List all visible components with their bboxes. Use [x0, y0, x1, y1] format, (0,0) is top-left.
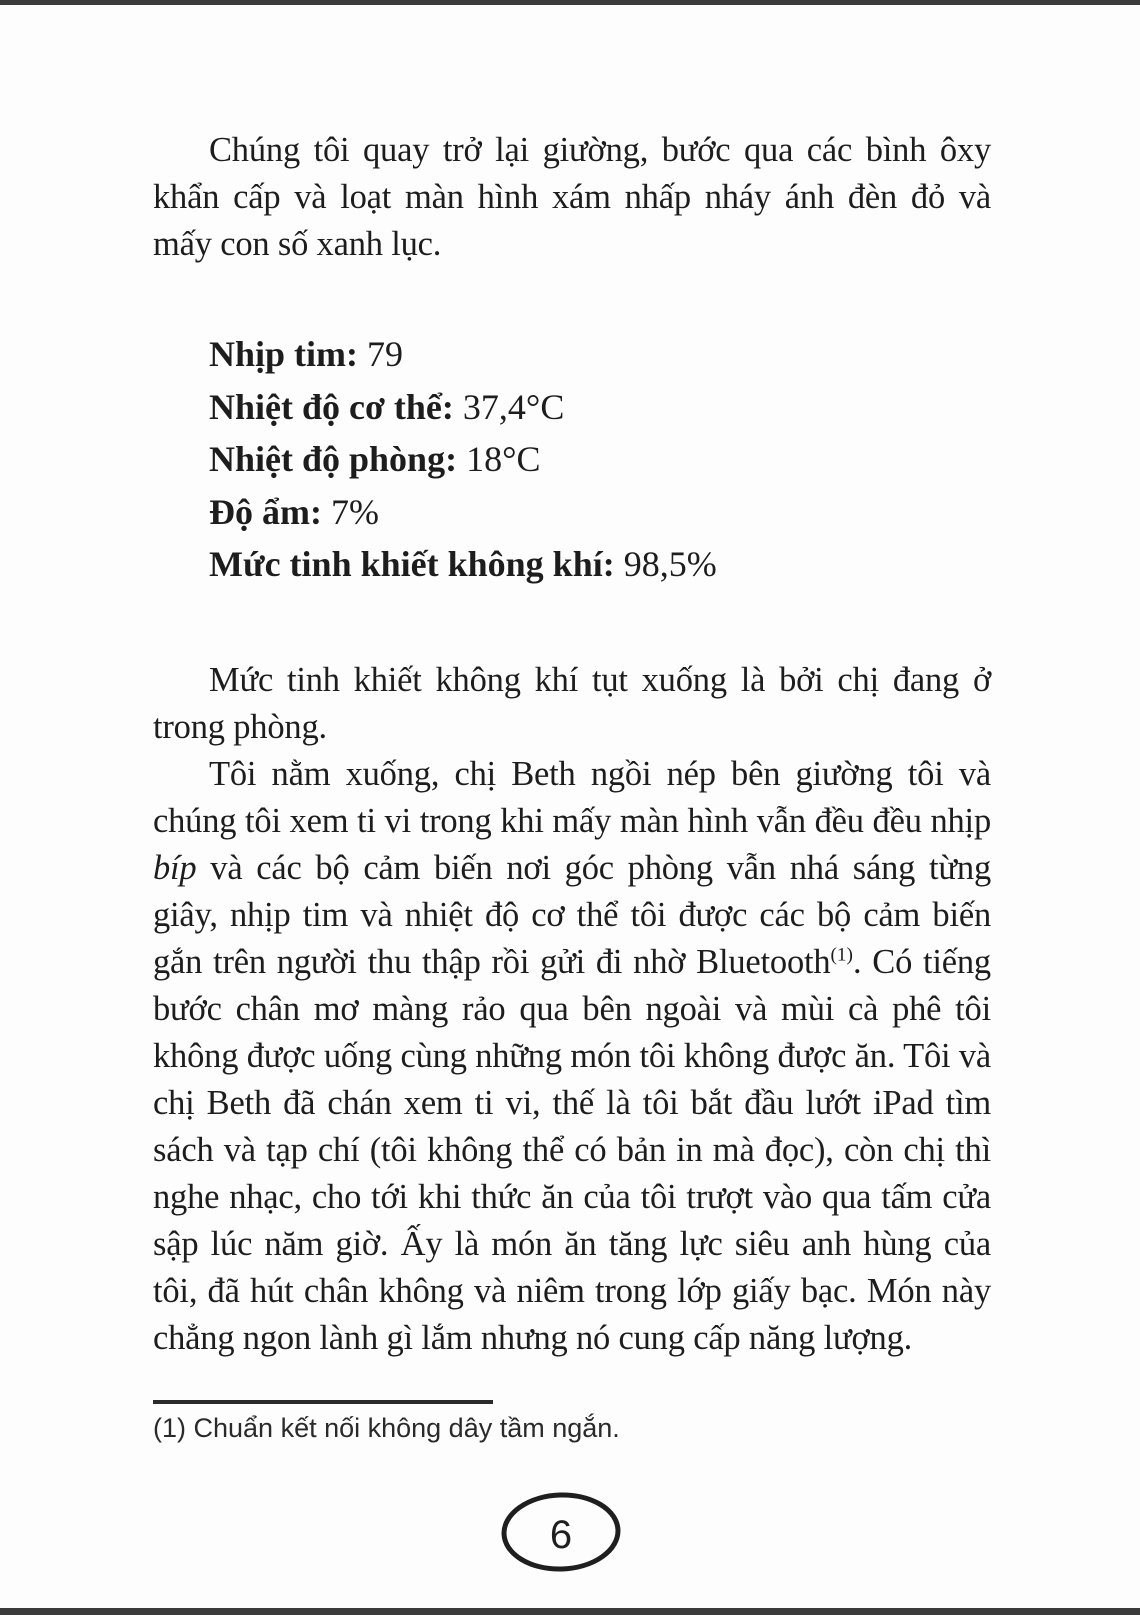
- footnote-reference: (1): [830, 944, 853, 965]
- stat-row-body-temp: [209, 381, 991, 434]
- stat-label: Nhiệt độ cơ thể: [209, 386, 442, 427]
- page-number: 6: [549, 1513, 573, 1557]
- footnote-rule: [153, 1400, 493, 1404]
- page-content: [153, 0, 991, 1362]
- page-number-badge: [490, 1488, 632, 1578]
- italic-word-bip: bíp: [153, 848, 197, 887]
- paragraph-3: [153, 751, 991, 1362]
- scan-edge-bottom: [0, 1608, 1140, 1615]
- stat-value: 79: [367, 334, 404, 374]
- paragraph-1: Chúng tôi quay trở lại giường, bước qua các bình ôxy khẩn cấp và loạt màn hình xám nhấp nháy ánh đèn đỏ và mấy con số xanh lục.: [153, 131, 991, 263]
- stat-row-heart-rate: [209, 328, 991, 381]
- vital-stats-list: [209, 328, 991, 591]
- stat-separator: :: [602, 544, 624, 584]
- stat-row-air-purity: [209, 538, 991, 591]
- paragraph-3-text: và các bộ cảm biến nơi góc phòng vẫn nhá sáng từng giây, nhịp tim và nhiệt độ cơ thể tôi được các bộ cảm biến gắn trên người thu thập rồi gửi đi nhờ Bluetooth: [153, 848, 991, 981]
- stat-label: Mức tinh khiết không khí: [209, 544, 603, 584]
- footnote-text: (1) Chuẩn kết nối không dây tầm ngắn.: [153, 1413, 620, 1443]
- stat-label: Nhịp tim: [209, 334, 347, 374]
- paragraph-3-text: . Có tiếng bước chân mơ màng rảo qua bên ngoài và mùi cà phê tôi không được uống cùng những món tôi không được ăn. Tôi và chị Beth đã chán xem ti vi, thế là tôi bắt đầu lướt iPad tìm sách và tạp chí (tôi không thể có bản in mà đọc), còn chị thì nghe nhạc, cho tới khi thức ăn của tôi trượt vào qua tấm cửa sập lúc năm giờ. Ấy là món ăn tăng lực siêu anh hùng của tôi, đã hút chân không và niêm trong lớp giấy bạc. Món này chẳng ngon lành gì lắm nhưng nó cung cấp năng lượng.: [153, 942, 991, 1357]
- stat-separator: :: [441, 386, 463, 427]
- stat-value: 7%: [331, 491, 379, 532]
- footnote: [153, 1400, 993, 1444]
- stat-value: 37,4°C: [462, 386, 565, 427]
- stat-row-room-temp: [209, 433, 991, 486]
- stat-separator: :: [346, 334, 368, 374]
- stat-row-humidity: [209, 486, 991, 539]
- paragraph-2: Mức tinh khiết không khí tụt xuống là bởi chị đang ở trong phòng.: [153, 660, 991, 746]
- stat-value: 18°C: [466, 439, 541, 479]
- stat-value: 98,5%: [623, 544, 717, 584]
- stat-separator: :: [445, 439, 467, 479]
- stat-separator: :: [310, 491, 331, 532]
- stat-label: Độ ẩm: [209, 491, 310, 532]
- stat-label: Nhiệt độ phòng: [209, 439, 446, 479]
- paragraph-3-text: Tôi nằm xuống, chị Beth ngồi nép bên giường tôi và chúng tôi xem ti vi trong khi mấy màn hình vẫn đều đều nhịp: [153, 754, 991, 840]
